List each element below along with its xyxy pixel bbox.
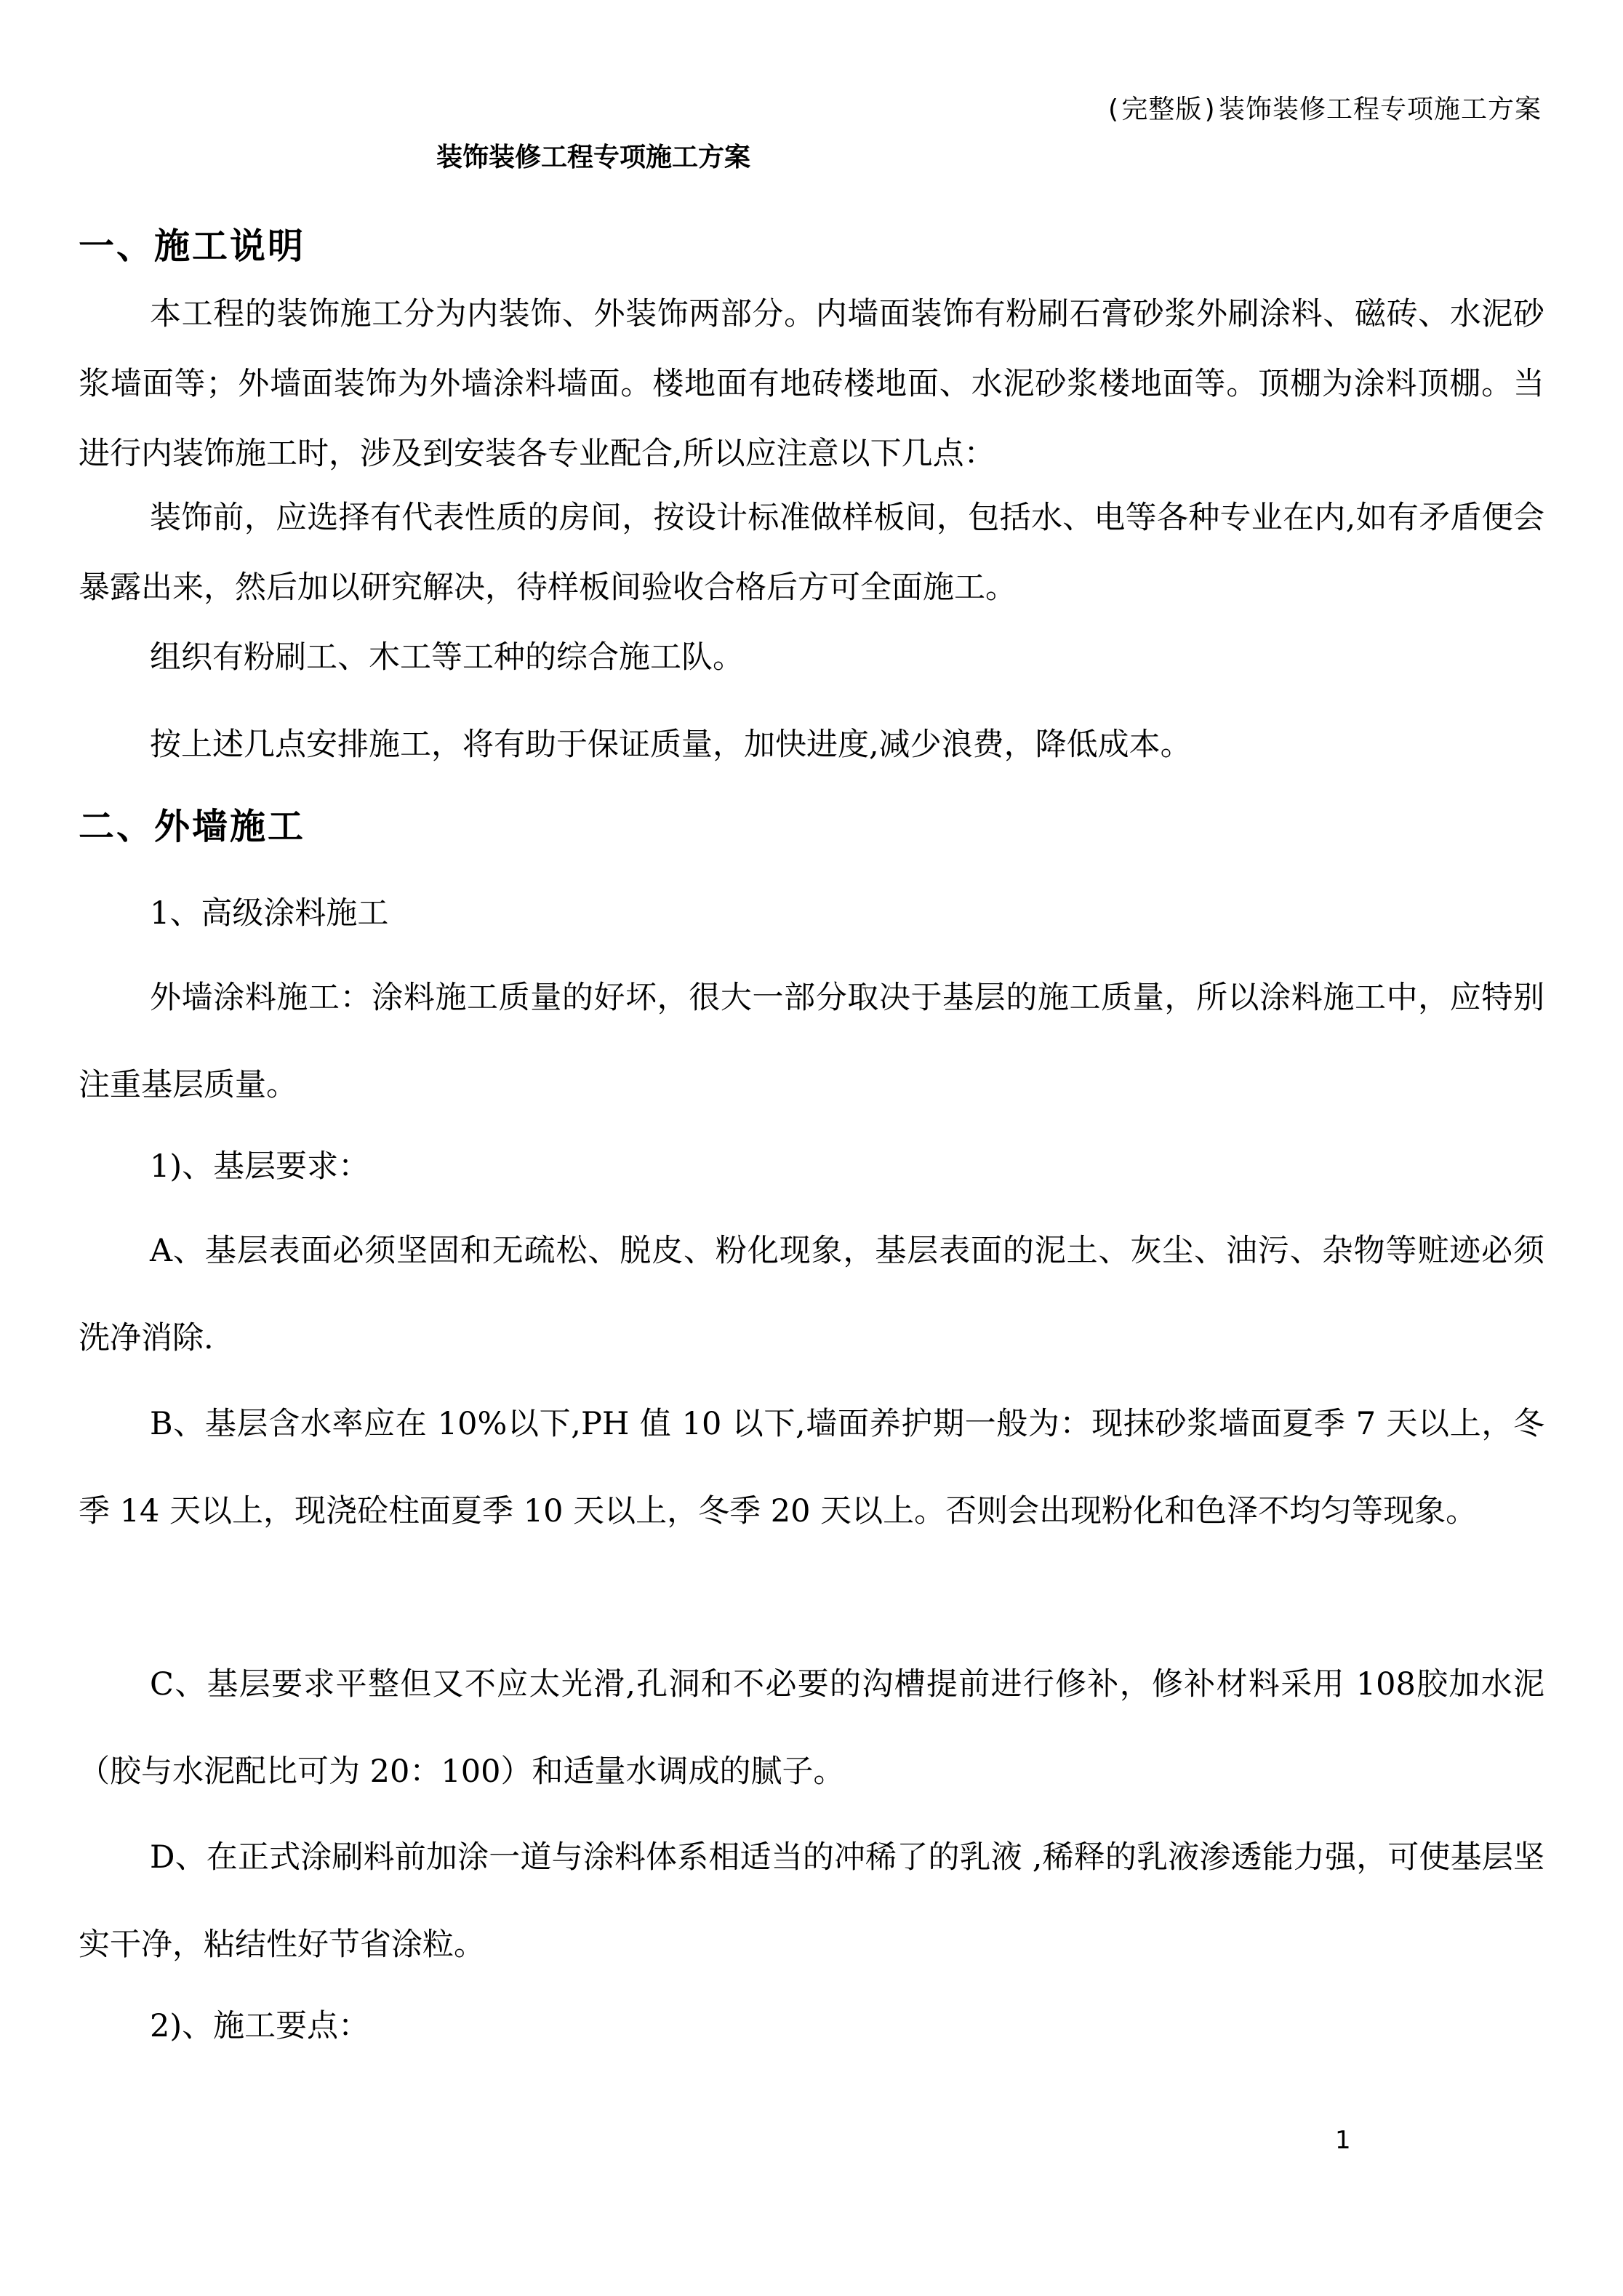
paragraph-construction-team: 组织有粉刷工、木工等工种的综合施工队。 [150, 639, 744, 676]
paragraph-arrangement-benefit: 按上述几点安排施工，将有助于保证质量，加快进度,减少浪费，降低成本。 [150, 727, 1192, 763]
document-title: 装饰装修工程专项施工方案 [436, 143, 751, 172]
list-item-d: D、在正式涂刷料前加涂一道与涂料体系相适当的冲稀了的乳液 ,稀释的乳液渗透能力强，可使基层坚实干净，粘结性好节省涂粒。 [79, 1839, 1544, 1963]
list-item-b: B、基层含水率应在 10%以下,PH 值 10 以下,墙面养护期一般为：现抹砂浆墙面夏季 7 天以上，冬季 14 天以上，现浇砼柱面夏季 10 天以上，冬季 20 天以上。否则会出现粉化和色泽不均匀等现象。 [79, 1406, 1544, 1529]
page-number: 1 [1335, 2126, 1351, 2155]
paragraph-exterior-coating: 外墙涂料施工：涂料施工质量的好坏，很大一部分取决于基层的施工质量，所以涂料施工中，应特别注重基层质量。 [79, 980, 1544, 1103]
subheading-base-requirements: 1)、基层要求： [150, 1148, 370, 1185]
subheading-advanced-coating: 1、高级涂料施工 [150, 895, 389, 932]
paragraph-sample-room: 装饰前，应选择有代表性质的房间，按设计标准做样板间，包括水、电等各种专业在内,如有矛盾便会暴露出来，然后加以研究解决，待样板间验收合格后方可全面施工。 [79, 500, 1544, 606]
section-heading-construction-notes: 一、施工说明 [79, 225, 306, 267]
paragraph-construction-scope: 本工程的装饰施工分为内装饰、外装饰两部分。内墙面装饰有粉刷石膏砂浆外刷涂料、磁砖、水泥砂浆墙面等；外墙面装饰为外墙涂料墙面。楼地面有地砖楼地面、水泥砂浆楼地面等。顶棚为涂料顶棚。当进行内装饰施工时，涉及到安装各专业配合,所以应注意以下几点： [79, 296, 1544, 472]
subheading-construction-points: 2)、施工要点： [150, 2008, 370, 2044]
running-header: (完整版)装饰装修工程专项施工方案 [1105, 95, 1542, 124]
list-item-c: C、基层要求平整但又不应太光滑,孔洞和不必要的沟槽提前进行修补，修补材料采用 108胶加水泥（胶与水泥配比可为 20：100）和适量水调成的腻子。 [79, 1666, 1544, 1790]
section-heading-exterior-wall: 二、外墙施工 [79, 806, 306, 847]
list-item-a: A、基层表面必须坚固和无疏松、脱皮、粉化现象，基层表面的泥土、灰尘、油污、杂物等赃迹必须洗净消除. [79, 1233, 1544, 1356]
